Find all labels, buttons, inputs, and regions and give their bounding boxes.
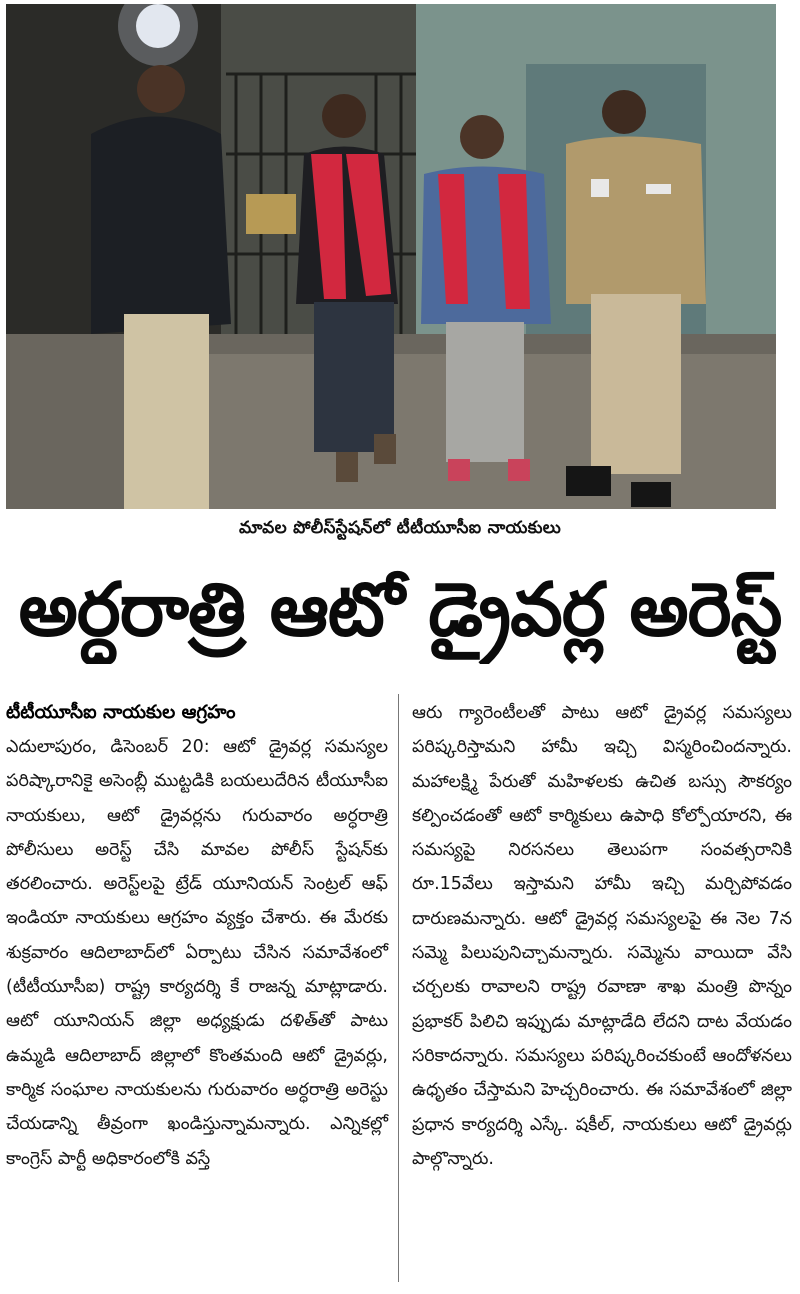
subheadline: టీటీయూసీఐ నాయకుల ఆగ్రహం [6,702,236,723]
news-photo [6,4,776,509]
photo-caption: మావల పోలీస్‌స్టేషన్‌లో టీటీయూసీఐ నాయకులు [238,518,562,538]
column-divider [398,694,399,1282]
headline: అర్ధరాత్రి ఆటో డ్రైవర్ల అరెస్ట్ [18,567,782,653]
article-column-left [6,696,388,1176]
article-body-right: ఆరు గ్యారెంటీలతో పాటు ఆటో డ్రైవర్ల సమస్యలు పరిష్కరిస్తామని హామీ ఇచ్చి విస్మరించిందన్నారు. మహాలక్ష్మి పేరుతో మహిళలకు ఉచిత బస్సు సౌకర్యం కల్పించడంతో ఆటో కార్మికులు ఉపాధి కోల్పోయారని, ఈ సమస్యపై నిరసనలు తెలుపగా సంవత్సరానికి రూ.15వేలు ఇస్తామని హామీ ఇచ్చి మర్చిపోవడం దారుణమన్నారు. ఆటో డ్రైవర్ల సమస్యలపై ఈ నెల 7న సమ్మె పిలుపునిచ్చామన్నారు. సమ్మెను వాయిదా వేసి చర్చలకు రావాలని రాష్ట్ర రవాణా శాఖ మంత్రి పొన్నం ప్రభాకర్ పిలిచి ఇప్పుడు మాట్లాడేది లేదని దాట వేయడం సరికాదన్నారు. సమస్యలు పరిష్కరించకుంటే ఆందోళనలు ఉధృతం చేస్తామని హెచ్చరించారు. ఈ సమావేశంలో జిల్లా ప్రధాన కార్యదర్శి ఎస్కే. షకీల్, నాయకులు ఆటో డ్రైవర్లు పాల్గొన్నారు. [412,703,792,1169]
article-body-left: ఎదులాపురం, డిసెంబర్ 20: ఆటో డ్రైవర్ల సమస్యల పరిష్కారానికై అసెంబ్లీ ముట్టడికి బయలుదేరిన టీయూసీఐ నాయకులు, ఆటో డ్రైవర్లను గురువారం అర్ధరాత్రి పోలీసులు అరెస్ట్ చేసి మావల పోలీస్ స్టేషన్‌కు తరలించారు. అరెస్ట్‌లపై ట్రేడ్ యూనియన్ సెంట్రల్ ఆఫ్ ఇండియా నాయకులు ఆగ్రహం వ్యక్తం చేశారు. ఈ మేరకు శుక్రవారం ఆదిలాబాద్‌లో ఏర్పాటు చేసిన సమావేశంలో (టీటీయూసీఐ) రాష్ట్ర కార్యదర్శి కే రాజన్న మాట్లాడారు. ఆటో యూనియన్ జిల్లా అధ్యక్షుడు దళిత్‌తో పాటు ఉమ్మడి ఆదిలాబాద్ జిల్లాలో కొంతమంది ఆటో డ్రైవర్లు, కార్మిక సంఘాల నాయకులను గురువారం అర్ధరాత్రి అరెస్టు చేయడాన్ని తీవ్రంగా ఖండిస్తున్నామన్నారు. ఎన్నికల్లో కాంగ్రెస్ పార్టీ అధికారంలోకి వస్తే [6,737,388,1169]
article-column-right [412,696,792,1176]
